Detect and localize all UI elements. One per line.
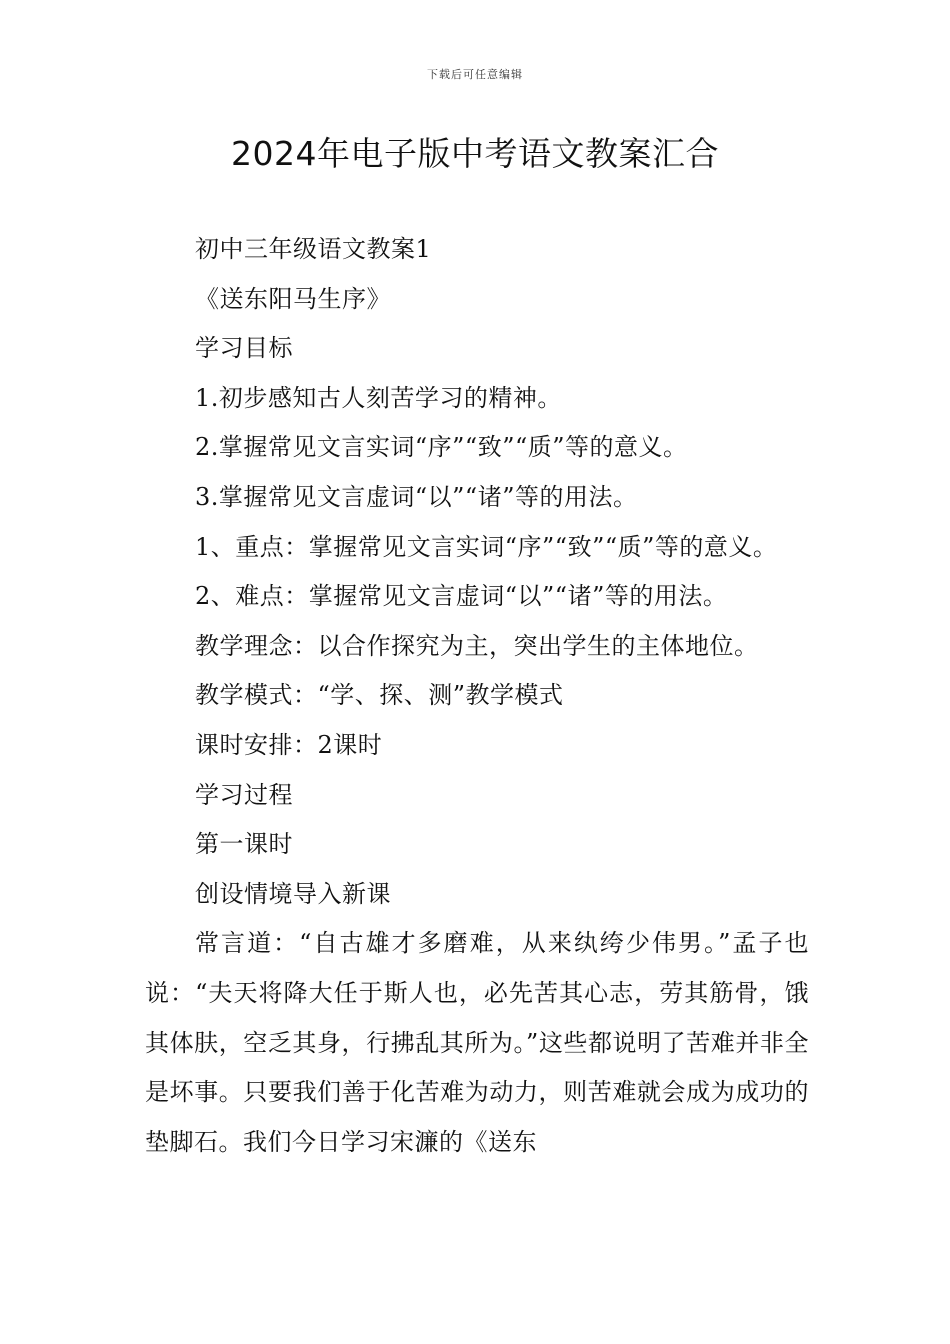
- header-note: 下载后可任意编辑: [427, 68, 523, 81]
- teaching-mode: 教学模式：“学、探、测”教学模式: [195, 681, 564, 710]
- teaching-philosophy: 教学理念：以合作探究为主，突出学生的主体地位。: [195, 631, 759, 660]
- goal-item: 1.初步感知古人刻苦学习的精神。: [195, 383, 562, 412]
- key-point: 1、重点：掌握常见文言实词“序”“致”“质”等的意义。: [195, 532, 778, 561]
- difficult-point: 2、难点：掌握常见文言虚词“以”“诸”等的用法。: [195, 582, 728, 611]
- goal-item: 2.掌握常见文言实词“序”“致”“质”等的意义。: [195, 433, 688, 462]
- class-schedule: 课时安排：2课时: [195, 730, 383, 759]
- document-body: [145, 225, 809, 1167]
- subheading-first-lesson: 第一课时: [195, 830, 293, 859]
- section-heading: 初中三年级语文教案1: [195, 235, 432, 263]
- subheading-learning-goals: 学习目标: [195, 334, 293, 363]
- lesson-title: 《送东阳马生序》: [195, 284, 391, 313]
- goal-item: 3.掌握常见文言虚词“以”“诸”等的用法。: [195, 482, 638, 511]
- document-title: 2024年电子版中考语文教案汇合: [231, 134, 719, 173]
- subheading-introduction: 创设情境导入新课: [195, 879, 391, 908]
- body-paragraph: 常言道：“自古雄才多磨难，从来纨绔少伟男。”孟子也说：“夫天将降大任于斯人也，必先苦其心志，劳其筋骨，饿其体肤，空乏其身，行拂乱其所为。”这些都说明了苦难并非全是坏事。只要我们善于化苦难为动力，则苦难就会成为成功的垫脚石。我们今日学习宋濂的《送东: [145, 929, 809, 1156]
- subheading-learning-process: 学习过程: [195, 780, 293, 809]
